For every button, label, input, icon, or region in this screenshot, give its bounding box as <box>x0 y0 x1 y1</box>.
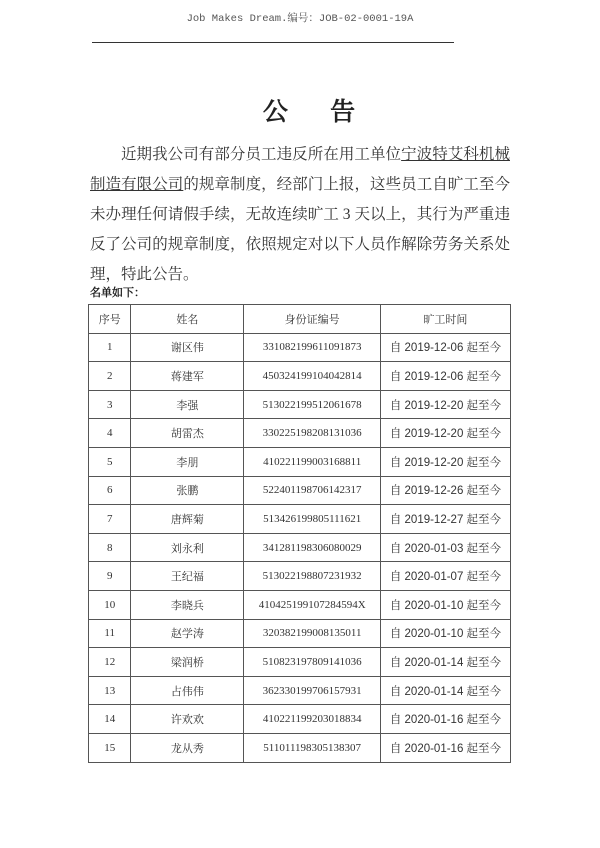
body-text-2: 的规章制度，经部门上报，这些员工自旷工至今未办理任何请假手续，无故连续旷工 3 天以上，其行为严重违反了公司的规章制度，依照规定对以下人员作解除劳务关系处理，特此公告。 <box>90 176 510 283</box>
row-absence-date: 自 2020-01-10 起至今 <box>380 619 510 648</box>
row-name: 梁润桥 <box>131 648 244 677</box>
row-absence-date: 自 2019-12-26 起至今 <box>380 476 510 505</box>
table-row <box>89 562 511 591</box>
row-index: 9 <box>89 562 131 591</box>
table-row <box>89 590 511 619</box>
row-index: 10 <box>89 590 131 619</box>
row-id-number: 330225198208131036 <box>244 419 380 448</box>
row-name: 许欢欢 <box>131 705 244 734</box>
col-header-id: 身份证编号 <box>244 305 380 334</box>
col-header-index: 序号 <box>89 305 131 334</box>
row-index: 15 <box>89 733 131 762</box>
notice-body <box>90 140 510 290</box>
row-id-number: 341281198306080029 <box>244 533 380 562</box>
table-row <box>89 619 511 648</box>
list-label: 名单如下： <box>90 287 145 299</box>
table-row <box>89 419 511 448</box>
row-name: 占伟伟 <box>131 676 244 705</box>
row-id-number: 362330199706157931 <box>244 676 380 705</box>
table-row <box>89 705 511 734</box>
row-absence-date: 自 2020-01-10 起至今 <box>380 590 510 619</box>
row-index: 13 <box>89 676 131 705</box>
row-absence-date: 自 2019-12-20 起至今 <box>380 447 510 476</box>
row-absence-date: 自 2019-12-20 起至今 <box>380 419 510 448</box>
dismissal-table <box>88 304 511 763</box>
table-row <box>89 533 511 562</box>
row-name: 李强 <box>131 390 244 419</box>
header-divider <box>92 42 454 43</box>
row-id-number: 320382199008135011 <box>244 619 380 648</box>
row-absence-date: 自 2020-01-16 起至今 <box>380 733 510 762</box>
table-row <box>89 447 511 476</box>
table-row <box>89 362 511 391</box>
row-index: 8 <box>89 533 131 562</box>
row-index: 11 <box>89 619 131 648</box>
row-index: 3 <box>89 390 131 419</box>
row-absence-date: 自 2019-12-06 起至今 <box>380 333 510 362</box>
row-name: 唐辉菊 <box>131 505 244 534</box>
notice-title: 公 告 <box>262 99 374 126</box>
row-absence-date: 自 2020-01-03 起至今 <box>380 533 510 562</box>
page-header: Job Makes Dream.编号：JOB-02-0001-19A <box>186 13 414 25</box>
row-index: 2 <box>89 362 131 391</box>
row-index: 14 <box>89 705 131 734</box>
row-id-number: 450324199104042814 <box>244 362 380 391</box>
row-id-number: 522401198706142317 <box>244 476 380 505</box>
row-name: 刘永利 <box>131 533 244 562</box>
row-id-number: 410221199203018834 <box>244 705 380 734</box>
row-absence-date: 自 2020-01-14 起至今 <box>380 676 510 705</box>
table-row <box>89 390 511 419</box>
table-row <box>89 676 511 705</box>
row-index: 5 <box>89 447 131 476</box>
row-absence-date: 自 2019-12-27 起至今 <box>380 505 510 534</box>
table-row <box>89 648 511 677</box>
row-id-number: 511011198305138307 <box>244 733 380 762</box>
row-name: 张鹏 <box>131 476 244 505</box>
row-absence-date: 自 2020-01-16 起至今 <box>380 705 510 734</box>
table-header-row <box>89 305 511 334</box>
row-absence-date: 自 2020-01-07 起至今 <box>380 562 510 591</box>
row-id-number: 410425199107284594X <box>244 590 380 619</box>
row-name: 谢区伟 <box>131 333 244 362</box>
table-row <box>89 505 511 534</box>
row-name: 龙从秀 <box>131 733 244 762</box>
row-absence-date: 自 2019-12-06 起至今 <box>380 362 510 391</box>
row-name: 赵学涛 <box>131 619 244 648</box>
row-name: 李晓兵 <box>131 590 244 619</box>
table-row <box>89 476 511 505</box>
row-id-number: 410221199003168811 <box>244 447 380 476</box>
row-index: 6 <box>89 476 131 505</box>
row-index: 12 <box>89 648 131 677</box>
row-absence-date: 自 2019-12-20 起至今 <box>380 390 510 419</box>
row-name: 胡雷杰 <box>131 419 244 448</box>
body-text-1: 近期我公司有部分员工违反所在用工单位 <box>121 146 402 163</box>
row-id-number: 510823197809141036 <box>244 648 380 677</box>
row-name: 李朋 <box>131 447 244 476</box>
table-row <box>89 333 511 362</box>
row-id-number: 331082199611091873 <box>244 333 380 362</box>
row-absence-date: 自 2020-01-14 起至今 <box>380 648 510 677</box>
col-header-name: 姓名 <box>131 305 244 334</box>
row-index: 4 <box>89 419 131 448</box>
row-name: 王纪福 <box>131 562 244 591</box>
row-id-number: 513426199805111621 <box>244 505 380 534</box>
col-header-absence: 旷工时间 <box>380 305 510 334</box>
table-row <box>89 733 511 762</box>
row-index: 7 <box>89 505 131 534</box>
company-name: 宁波特艾科机械制造有限公司 <box>90 146 510 193</box>
row-name: 蒋建军 <box>131 362 244 391</box>
row-id-number: 513022199512061678 <box>244 390 380 419</box>
row-id-number: 513022198807231932 <box>244 562 380 591</box>
row-index: 1 <box>89 333 131 362</box>
